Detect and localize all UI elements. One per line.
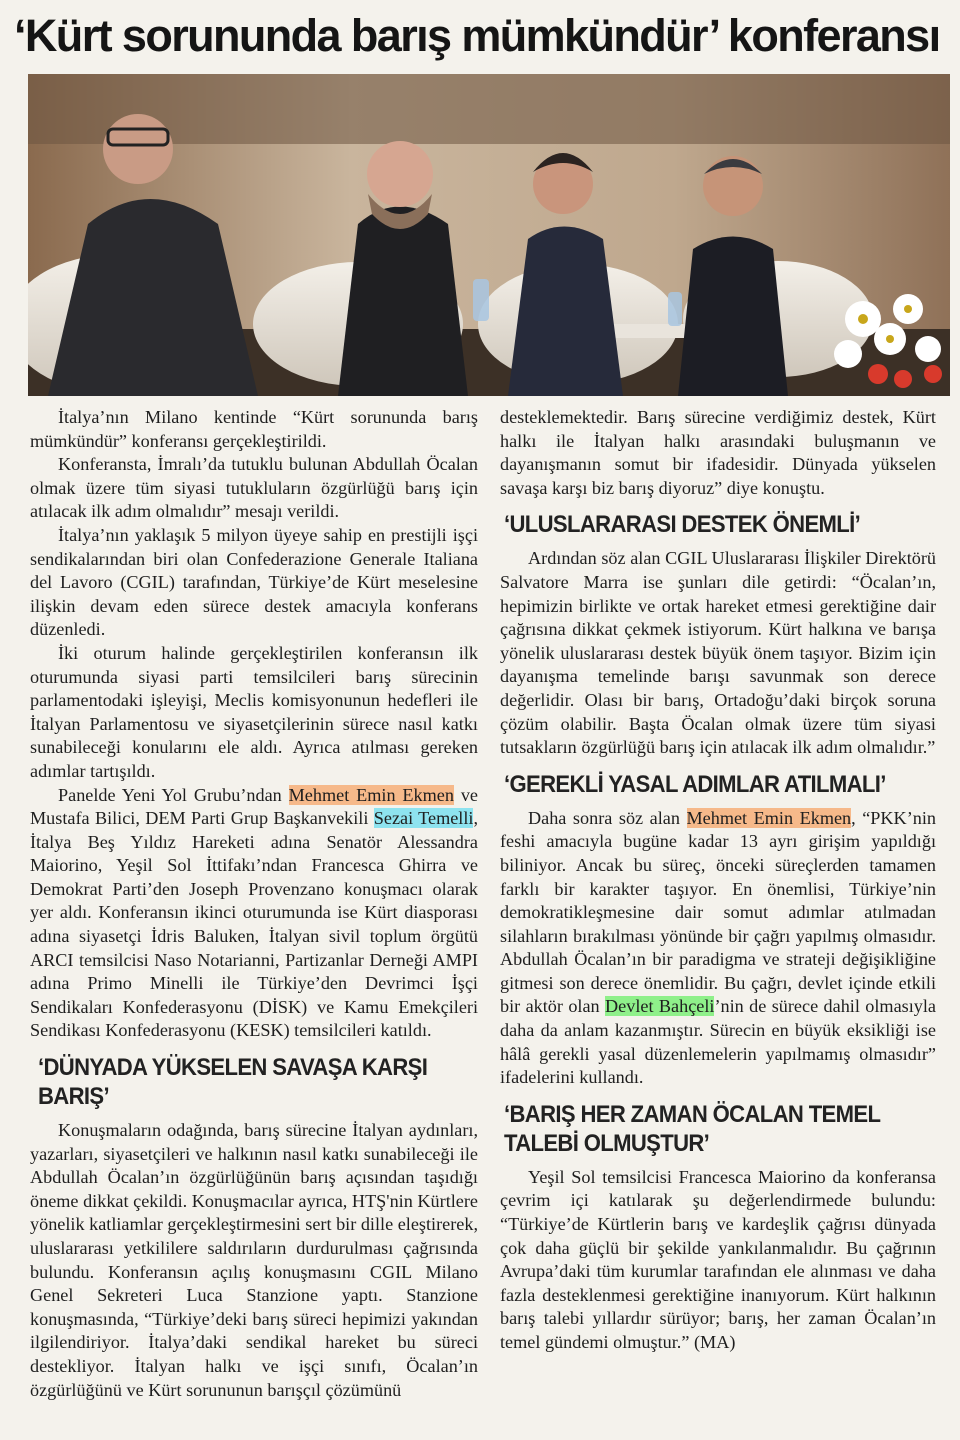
paragraph: Yeşil Sol temsilcisi Francesca Maiorino da konferansa çevrim içi katılarak şu değerlendirmede bulundu: “Türkiye’de Kürtlerin barış ve kardeşlik çağrısı dünyada çok daha güçlü bir şekilde yankılanmalıdır. Bu çağrının Avrupa’daki tüm kurumlar tarafından ele alınması ve daha fazla desteklenmesi gerektiğine inanıyorum. Kürt halkının barış talebi yıllardır sürüyor; barış, her zaman Öcalan’ın temel gündemi olmuştur.” (MA) — [500, 1166, 936, 1352]
text: Panelde Yeni Yol Grubu’ndan — [58, 784, 289, 805]
headline: ‘Kürt sorununda barış mümkündür’ konferansı — [14, 10, 940, 61]
paragraph: İtalya’nın yaklaşık 5 milyon üyeye sahip en prestijli işçi sendikalarından biri olan Confederazione Generale Italiana del Lavoro (CGIL) tarafından, Türkiye’de Kürt meselesine ilişkin devam eden sürece destek amacıyla konferans düzenledi. — [30, 524, 478, 640]
subheading: ‘BARIŞ HER ZAMAN ÖCALAN TEMEL TALEBİ OLMUŞTUR’ — [504, 1100, 880, 1157]
paragraph — [500, 807, 936, 1090]
highlighted-name: Devlet Bahçeli — [605, 996, 715, 1017]
paragraph: Konferansta, İmralı’da tutuklu bulunan Abdullah Öcalan olmak üzere tüm siyasi tutukluların özgürlüğü barış için atılacak ilk adım olmalıdır” mesajı verildi. — [30, 454, 478, 522]
text: , İtalya Beş Yıldız Hareketi adına Senatör Alessandra Maiorino, Yeşil Sol İttifakı’ndan Francesca Ghirra ve Demokrat Parti’den Joseph Provenzano konuşmacı olarak yer aldı. Konferansın ikinci oturumunda ise Kürt diasporası adına siyasetçi İdris Baluken, İtalyan sivil toplum örgütü ARCI temsilcisi Naso Notarianni, Partizanlar Derneği AMPI adına Primo Minelli ile Türkiye’den Devrimci İşçi Sendikaları Konfederasyonu (DİSK) ve Kamu Emekçileri Sendikası Konfederasyonu (KESK) temsilcileri katıldı. — [30, 808, 478, 1041]
paragraph: İtalya’nın Milano kentinde “Kürt sorununda barış mümkündür” konferansı gerçekleştirildi. — [30, 407, 478, 451]
panel-speakers-photo — [28, 74, 950, 396]
paragraph — [30, 784, 478, 1044]
subheading: ‘GEREKLİ YASAL ADIMLAR ATILMALI’ — [504, 770, 886, 798]
highlighted-name: Sezai Temelli — [373, 808, 474, 829]
subheading: ‘DÜNYADA YÜKSELEN SAVAŞA KARŞI BARIŞ’ — [38, 1054, 428, 1111]
highlighted-name: Mehmet Emin Ekmen — [288, 784, 454, 805]
paragraph: Konuşmaların odağında, barış sürecine İtalyan aydınları, yazarları, siyasetçileri ve halkının nasıl katkı sunabileceği ile Abdullah Öcalan’ın özgürlüğünün barış açısından taşıdığı öneme dikkat çekildi. Konuşmacılar ayrıca, HTŞ'nin Kürtlere yönelik katliamlar gerçekleştirmesini sert bir dille eleştirerek, uluslararası yetkililere saldırıların durdurulması çağrısında bulundu. Konferansın açılış konuşmasını CGIL Milano Genel Sekreteri Luca Stanzione yaptı. Stanzione konuşmasında, “Türkiye’deki barış süreci hepimizi yakından ilgilendiriyor. İtalya’daki sendikal hareket bu süreci destekliyor. İtalyan halkı ve işçi sınıfı, Öcalan’ın özgürlüğünü ve Kürt sorununun barışçıl çözümünü — [30, 1120, 478, 1400]
text: Daha sonra söz alan — [528, 807, 687, 828]
text: ’nin de sürece dahil olmasıyla daha da anlam kazanmıştır. Sürecin en büyük eksikliği ise hâlâ gerekli yasal düzenlemelerin yapılmamış olmasıdır” ifadelerini kullandı. — [500, 996, 936, 1088]
paragraph: İki oturum halinde gerçekleştirilen konferansın ilk oturumunda siyasi parti temsilcileri barış sürecinin parlamentodaki işleyişi, Meclis komisyonunun hedefleri ile İtalyan Parlamentosu ve siyasetçilerinin sürece nasıl katkı sunabileceği konularını ele aldı. Ayrıca atılması gereken adımlar tartışıldı. — [30, 642, 478, 781]
subheading: ‘ULUSLARARASI DESTEK ÖNEMLİ’ — [504, 511, 861, 539]
text: ve Mustafa Bilici, DEM Parti Grup Başkanvekili — [30, 784, 479, 829]
left-column — [30, 406, 478, 1402]
paragraph: Ardından söz alan CGIL Uluslararası İlişkiler Direktörü Salvatore Marra ise şunları dile getirdi: “Öcalan’ın, hepimizin birlikte ve ortak hareket etmesi gerektiğine dair çağrısına dikkat çekmek istiyorum. Kürt halkına ve barışa yönelik uluslararası destek büyük önem taşıyor. Bizim için dayanışma temelinde barışı savunmak son derece değerlidir. Olası bir barış, Ortadoğu’daki birçok soruna çözüm olabilir. Başta Öcalan olmak üzere tüm siyasi tutsakların özgürlüğü barış için atılacak ilk adım olmalıdır.” — [500, 548, 936, 758]
paragraph: desteklemektedir. Barış sürecine verdiğimiz destek, Kürt halkı ile İtalyan halkı arasındaki buluşmanın ve dayanışmanın somut bir ifadesidir. Dünyada yükselen savaşa karşı biz barış diyoruz” diye konuştu. — [500, 407, 936, 498]
text: , “PKK’nin feshi amacıyla bugüne kadar 13 ayrı girişim yapıldığı biliniyor. Ancak bu süreç, önceki süreçlerden tamamen farklı bir karakter taşıyor. En önemlisi, Türkiye’nin demokratikleşmesine dair somut adımlar atılmadan silahların bırakılması yönünde bir çağrı yapılmış olmasıdır. Abdullah Öcalan’ın bir paradigma ve strateji değişikliğine gitmesi son derece önemlidir. Bu çağrı, devlet içinde etkili bir aktör olan — [500, 807, 936, 1017]
highlighted-name: Mehmet Emin Ekmen — [686, 807, 852, 828]
right-column — [500, 406, 936, 1355]
